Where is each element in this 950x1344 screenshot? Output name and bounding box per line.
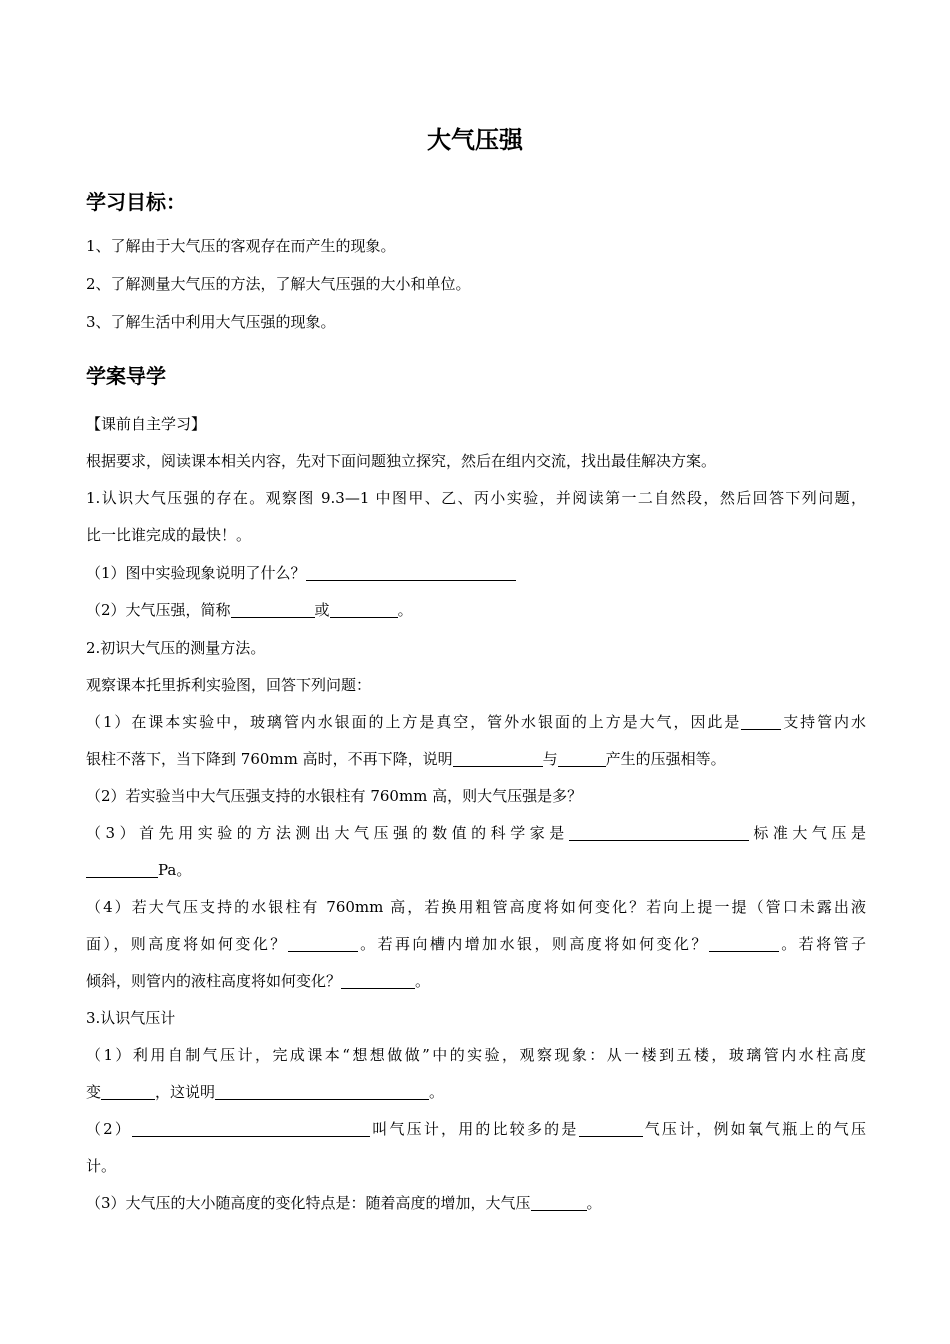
answer-blank[interactable] xyxy=(231,601,315,618)
answer-blank[interactable] xyxy=(341,972,415,989)
goal-item: 2、了解测量大气压的方法，了解大气压强的大小和单位。 xyxy=(86,275,471,293)
goal-item: 3、了解生活中利用大气压强的现象。 xyxy=(86,313,336,331)
q2-sub1-cont: 银柱不落下，当下降到 760mm 高时，不再下降，说明 与 产生的压强相等。 xyxy=(86,750,726,768)
q2-sub3-cont: Pa。 xyxy=(86,859,866,881)
guide-heading: 学案导学 xyxy=(86,364,166,388)
answer-blank[interactable] xyxy=(288,935,358,952)
answer-blank[interactable] xyxy=(132,1120,370,1137)
q3-sub2: （2） 叫气压计，用的比较多的是 气压计，例如氧气瓶上的气压 xyxy=(86,1120,866,1138)
q1-sub1: （1）图中实验现象说明了什么？ xyxy=(86,562,866,584)
q3-sub2-cont: 计。 xyxy=(86,1157,117,1175)
q1-sub2: （2）大气压强，简称 或 。 xyxy=(86,601,413,619)
q2-sub1: （1）在课本实验中，玻璃管内水银面的上方是真空，管外水银面的上方是大气，因此是 支持管内水 xyxy=(86,713,866,731)
answer-blank[interactable] xyxy=(453,750,543,767)
answer-blank[interactable] xyxy=(306,564,516,581)
q2-intro: 观察课本托里拆利实验图，回答下列问题： xyxy=(86,676,372,694)
q3-sub1: （1）利用自制气压计，完成课本“想想做做”中的实验，观察现象：从一楼到五楼，玻璃管内水柱高度 xyxy=(86,1046,866,1064)
answer-blank[interactable] xyxy=(101,1083,155,1100)
answer-blank[interactable] xyxy=(531,1194,587,1211)
q2-title: 2.初识大气压的测量方法。 xyxy=(86,639,266,657)
answer-blank[interactable] xyxy=(86,861,158,878)
q2-sub4-cont2: 倾斜，则管内的液柱高度将如何变化？ 。 xyxy=(86,972,431,990)
q1-text: 1.认识大气压强的存在。观察图 9.3—1 中图甲、乙、丙小实验，并阅读第一二自然段，然后回答下列问题， xyxy=(86,489,866,507)
goal-item: 1、了解由于大气压的客观存在而产生的现象。 xyxy=(86,237,396,255)
q2-sub3: （3）首先用实验的方法测出大气压强的数值的科学家是 标准大气压是 xyxy=(86,824,866,842)
answer-blank[interactable] xyxy=(558,750,606,767)
q3-sub3: （3）大气压的大小随高度的变化特点是：随着高度的增加，大气压 。 xyxy=(86,1194,602,1212)
answer-blank[interactable] xyxy=(579,1120,643,1137)
q2-sub2: （2）若实验当中大气压强支持的水银柱有 760mm 高，则大气压强是多？ xyxy=(86,787,583,805)
answer-blank[interactable] xyxy=(709,935,779,952)
answer-blank[interactable] xyxy=(330,601,398,618)
section-tag: 【课前自主学习】 xyxy=(86,415,207,433)
goals-heading: 学习目标： xyxy=(86,190,186,214)
q2-sub4: （4）若大气压支持的水银柱有 760mm 高，若换用粗管高度将如何变化？若向上提一提（管口未露出液 xyxy=(86,898,866,916)
q3-sub1-cont: 变 ，这说明 。 xyxy=(86,1083,445,1101)
answer-blank[interactable] xyxy=(215,1083,429,1100)
answer-blank[interactable] xyxy=(569,824,749,841)
q2-sub4-cont: 面），则高度将如何变化？ 。若再向槽内增加水银，则高度将如何变化？ 。若将管子 xyxy=(86,935,866,953)
document-title: 大气压强 xyxy=(427,126,523,154)
q3-title: 3.认识气压计 xyxy=(86,1009,176,1027)
q1-text-cont: 比一比谁完成的最快！。 xyxy=(86,526,252,544)
intro-text: 根据要求，阅读课本相关内容，先对下面问题独立探究，然后在组内交流，找出最佳解决方案。 xyxy=(86,452,717,470)
answer-blank[interactable] xyxy=(741,713,781,730)
